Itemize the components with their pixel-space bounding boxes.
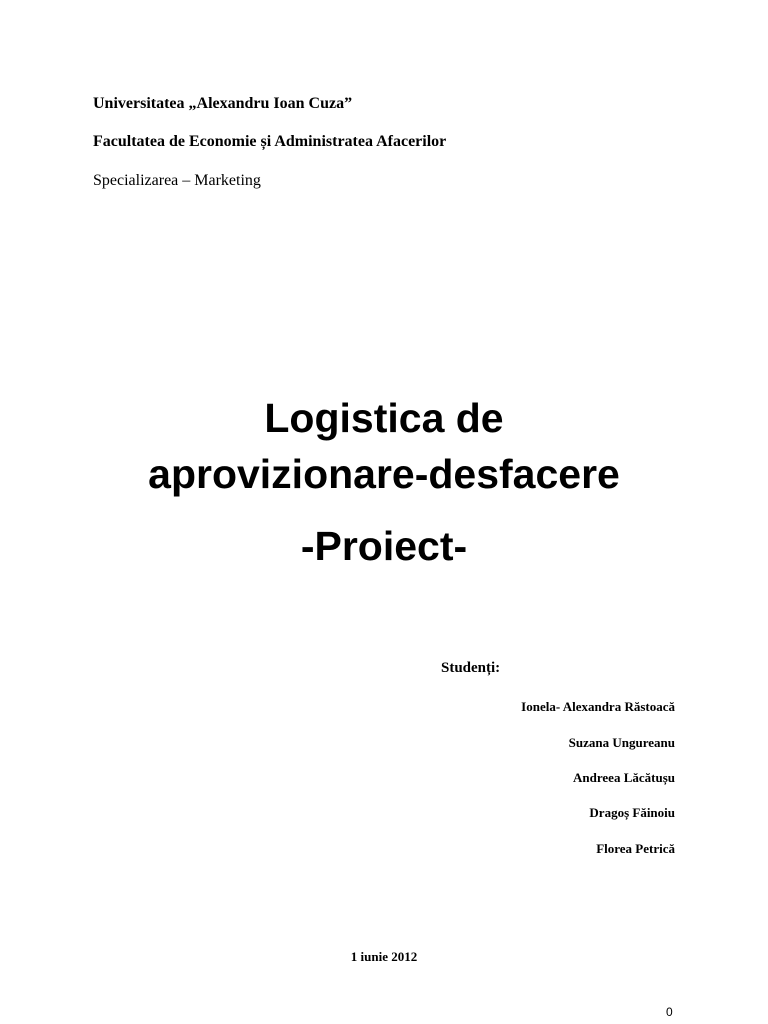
faculty-name: Facultatea de Economie și Administratea Afacerilor [93,133,447,150]
document-date: 1 iunie 2012 [350,949,418,964]
page-number: 0 [666,1005,673,1019]
title-line-2: aprovizionare-desfacere [148,451,620,497]
student-name: Dragoș Făinoiu [589,805,675,820]
title-line-3: -Proiect- [300,523,468,569]
student-name: Florea Petrică [596,841,675,856]
specialization: Specializarea – Marketing [93,172,261,189]
university-name: Universitatea „Alexandru Ioan Cuza” [93,95,353,112]
students-heading: Studenți: [441,660,501,676]
title-line-1: Logistica de [264,395,504,441]
student-name: Suzana Ungureanu [568,735,675,750]
student-name: Andreea Lăcătușu [573,770,675,785]
student-name: Ionela- Alexandra Răstoacă [521,699,675,714]
